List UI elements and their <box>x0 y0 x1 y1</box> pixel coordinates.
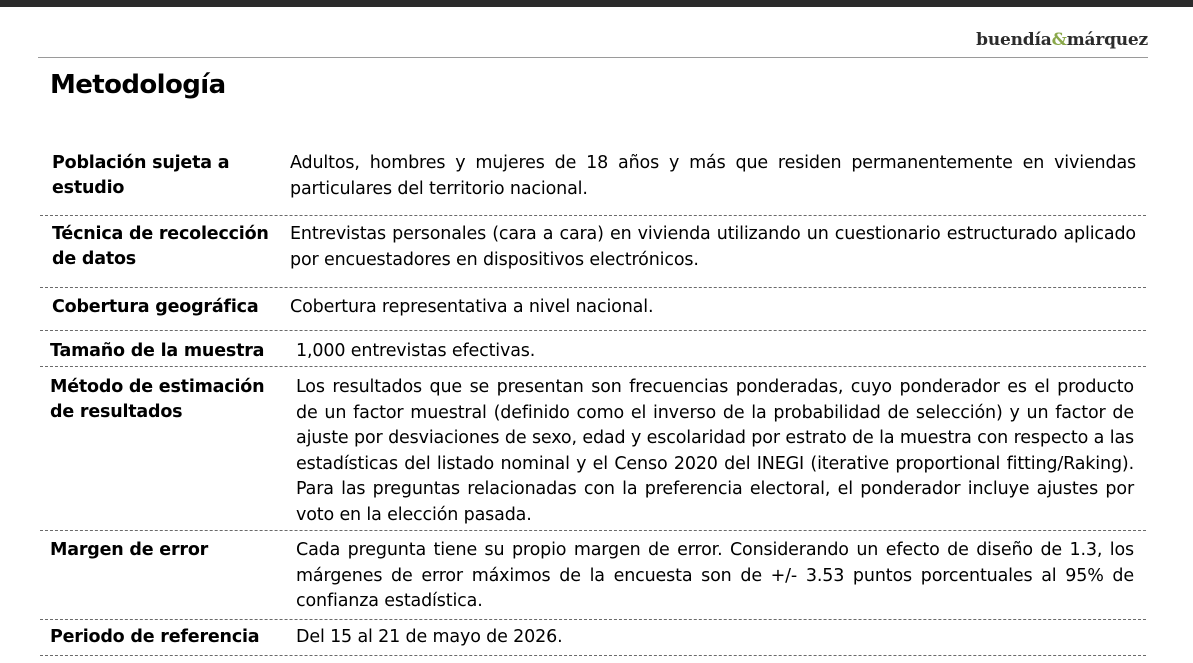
row-label: Periodo de referencia <box>50 627 260 647</box>
methodology-row-periodo <box>40 620 1146 656</box>
methodology-row-margen <box>40 531 1146 620</box>
methodology-row-cobertura <box>40 288 1146 331</box>
row-label: Tamaño de la muestra <box>50 341 265 361</box>
row-label: Población sujeta a estudio <box>52 153 230 198</box>
methodology-row-tecnica <box>40 216 1146 288</box>
row-value: Los resultados que se presentan son frecuencias ponderadas, cuyo ponderador es el producto de un factor muestral (definido como el inverso de la probabilidad de selección) y un factor de ajuste por desviaciones de sexo, edad y escolaridad por estrato de la muestra con respecto a las estadísticas del listado nominal y el Censo 2020 del INEGI (iterative proportional fitting/Raking). Para las preguntas relacionadas con la preferencia electoral, el ponderador incluye ajustes por voto en la elección pasada. <box>296 377 1134 525</box>
header-divider <box>38 57 1148 58</box>
methodology-row-tamano <box>40 331 1146 367</box>
row-value: Entrevistas personales (cara a cara) en vivienda utilizando un cuestionario estructurado aplicado por encuestadores en dispositivos electrónicos. <box>290 224 1136 270</box>
row-value: Cada pregunta tiene su propio margen de error. Considerando un efecto de diseño de 1.3, los márgenes de error máximos de la encuesta son de +/- 3.53 puntos porcentuales al 95% de confianza estadística. <box>296 540 1134 611</box>
methodology-row-poblacion <box>40 146 1146 216</box>
methodology-row-metodo <box>40 367 1146 531</box>
brand-name-right: márquez <box>1066 30 1148 50</box>
row-label: Método de estimación de resultados <box>50 377 265 422</box>
row-label: Margen de error <box>50 540 209 560</box>
brand-ampersand: & <box>1051 30 1067 50</box>
row-value: Cobertura representativa a nivel nacional. <box>290 297 654 317</box>
row-value: Del 15 al 21 de mayo de 2026. <box>296 627 563 647</box>
row-label: Cobertura geográfica <box>52 297 259 317</box>
brand-name-left: buendía <box>976 30 1052 50</box>
row-value: 1,000 entrevistas efectivas. <box>296 341 536 361</box>
row-value: Adultos, hombres y mujeres de 18 años y más que residen permanentemente en viviendas particulares del territorio nacional. <box>290 153 1136 199</box>
top-bar <box>0 0 1193 7</box>
page-title: Metodología <box>50 70 226 100</box>
row-label: Técnica de recolección de datos <box>52 224 269 269</box>
brand-logo <box>976 30 1148 50</box>
